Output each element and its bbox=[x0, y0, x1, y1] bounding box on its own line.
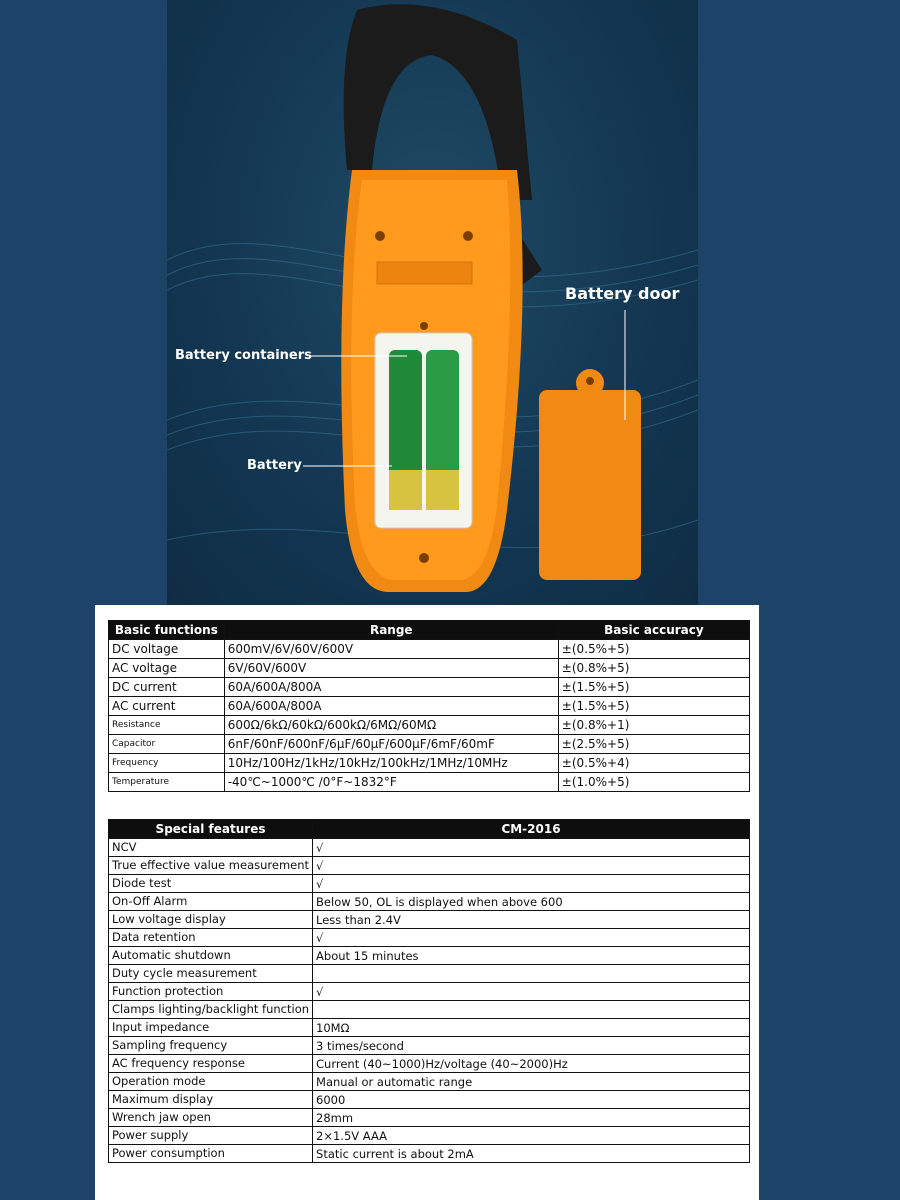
battery-door-label: Battery door bbox=[565, 284, 680, 303]
cell-feature-value: Below 50, OL is displayed when above 600 bbox=[313, 893, 750, 911]
cell-range: 10Hz/100Hz/1kHz/10kHz/100kHz/1MHz/10MHz bbox=[224, 754, 558, 773]
cell-feature-value: Manual or automatic range bbox=[313, 1073, 750, 1091]
cell-feature-name: Power consumption bbox=[109, 1145, 313, 1163]
cell-func: Resistance bbox=[109, 716, 225, 735]
cell-func: AC current bbox=[109, 697, 225, 716]
table-row bbox=[109, 1091, 750, 1109]
cell-feature-name: Clamps lighting/backlight function bbox=[109, 1001, 313, 1019]
cell-feature-value: √ bbox=[313, 929, 750, 947]
cell-feature-name: Sampling frequency bbox=[109, 1037, 313, 1055]
cell-feature-value: 28mm bbox=[313, 1109, 750, 1127]
cell-feature-value: 10MΩ bbox=[313, 1019, 750, 1037]
table-row bbox=[109, 697, 750, 716]
cell-feature-value: 3 times/second bbox=[313, 1037, 750, 1055]
cell-range: 60A/600A/800A bbox=[224, 678, 558, 697]
cell-feature-name: Operation mode bbox=[109, 1073, 313, 1091]
cell-feature-name: Power supply bbox=[109, 1127, 313, 1145]
cell-feature-name: Data retention bbox=[109, 929, 313, 947]
table-row bbox=[109, 965, 750, 983]
cell-feature-name: On-Off Alarm bbox=[109, 893, 313, 911]
battery-containers-label: Battery containers bbox=[175, 348, 312, 363]
table-row bbox=[109, 754, 750, 773]
basic-functions-table bbox=[108, 620, 750, 792]
cell-feature-name: Diode test bbox=[109, 875, 313, 893]
table-row bbox=[109, 773, 750, 792]
special-features-table bbox=[108, 819, 750, 1163]
cell-feature-value: √ bbox=[313, 857, 750, 875]
cell-feature-value: √ bbox=[313, 839, 750, 857]
cell-feature-name: Low voltage display bbox=[109, 911, 313, 929]
cell-acc: ±(0.5%+4) bbox=[558, 754, 749, 773]
table-row bbox=[109, 893, 750, 911]
cell-feature-name: NCV bbox=[109, 839, 313, 857]
table-row bbox=[109, 911, 750, 929]
cell-feature-name: Wrench jaw open bbox=[109, 1109, 313, 1127]
table-header-row bbox=[109, 621, 750, 640]
cell-feature-value: Less than 2.4V bbox=[313, 911, 750, 929]
table-row bbox=[109, 875, 750, 893]
table-row bbox=[109, 1037, 750, 1055]
header-range: Range bbox=[224, 621, 558, 640]
cell-feature-value: About 15 minutes bbox=[313, 947, 750, 965]
header-special-features: Special features bbox=[109, 820, 313, 839]
cell-range: -40℃~1000℃ /0°F~1832°F bbox=[224, 773, 558, 792]
cell-acc: ±(1.5%+5) bbox=[558, 678, 749, 697]
table-row bbox=[109, 640, 750, 659]
battery-door bbox=[539, 390, 641, 580]
cell-range: 6nF/60nF/600nF/6μF/60μF/600μF/6mF/60mF bbox=[224, 735, 558, 754]
cell-acc: ±(0.5%+5) bbox=[558, 640, 749, 659]
cell-feature-value: 2×1.5V AAA bbox=[313, 1127, 750, 1145]
cell-func: DC current bbox=[109, 678, 225, 697]
cell-feature-value: √ bbox=[313, 875, 750, 893]
battery-label: Battery bbox=[247, 458, 302, 473]
cell-feature-name: AC frequency response bbox=[109, 1055, 313, 1073]
table-row bbox=[109, 1055, 750, 1073]
cell-feature-value: √ bbox=[313, 983, 750, 1001]
header-basic-functions: Basic functions bbox=[109, 621, 225, 640]
cell-func: DC voltage bbox=[109, 640, 225, 659]
table-row bbox=[109, 839, 750, 857]
table-row bbox=[109, 1145, 750, 1163]
cell-func: Frequency bbox=[109, 754, 225, 773]
cell-feature-value: Current (40~1000)Hz/voltage (40~2000)Hz bbox=[313, 1055, 750, 1073]
cell-feature-name: Automatic shutdown bbox=[109, 947, 313, 965]
cell-func: AC voltage bbox=[109, 659, 225, 678]
header-model: CM-2016 bbox=[313, 820, 750, 839]
cell-feature-name: True effective value measurement bbox=[109, 857, 313, 875]
table-row bbox=[109, 1127, 750, 1145]
cell-acc: ±(1.5%+5) bbox=[558, 697, 749, 716]
header-basic-accuracy: Basic accuracy bbox=[558, 621, 749, 640]
table-header-row bbox=[109, 820, 750, 839]
cell-acc: ±(2.5%+5) bbox=[558, 735, 749, 754]
table-row bbox=[109, 947, 750, 965]
cell-range: 60A/600A/800A bbox=[224, 697, 558, 716]
cell-range: 600mV/6V/60V/600V bbox=[224, 640, 558, 659]
table-row bbox=[109, 983, 750, 1001]
cell-feature-name: Input impedance bbox=[109, 1019, 313, 1037]
table-row bbox=[109, 1073, 750, 1091]
table-row bbox=[109, 659, 750, 678]
cell-acc: ±(1.0%+5) bbox=[558, 773, 749, 792]
cell-range: 600Ω/6kΩ/60kΩ/600kΩ/6MΩ/60MΩ bbox=[224, 716, 558, 735]
cell-func: Temperature bbox=[109, 773, 225, 792]
spec-sheet bbox=[95, 605, 759, 1200]
cell-feature-name: Duty cycle measurement bbox=[109, 965, 313, 983]
cell-feature-value: 6000 bbox=[313, 1091, 750, 1109]
table-row bbox=[109, 735, 750, 754]
table-row bbox=[109, 1019, 750, 1037]
table-row bbox=[109, 857, 750, 875]
cell-range: 6V/60V/600V bbox=[224, 659, 558, 678]
table-row bbox=[109, 716, 750, 735]
cell-feature-value bbox=[313, 1001, 750, 1019]
cell-feature-name: Function protection bbox=[109, 983, 313, 1001]
table-row bbox=[109, 929, 750, 947]
table-row bbox=[109, 1109, 750, 1127]
cell-acc: ±(0.8%+5) bbox=[558, 659, 749, 678]
table-row bbox=[109, 1001, 750, 1019]
cell-feature-value bbox=[313, 965, 750, 983]
cell-feature-value: Static current is about 2mA bbox=[313, 1145, 750, 1163]
cell-acc: ±(0.8%+1) bbox=[558, 716, 749, 735]
cell-func: Capacitor bbox=[109, 735, 225, 754]
table-row bbox=[109, 678, 750, 697]
cell-feature-name: Maximum display bbox=[109, 1091, 313, 1109]
